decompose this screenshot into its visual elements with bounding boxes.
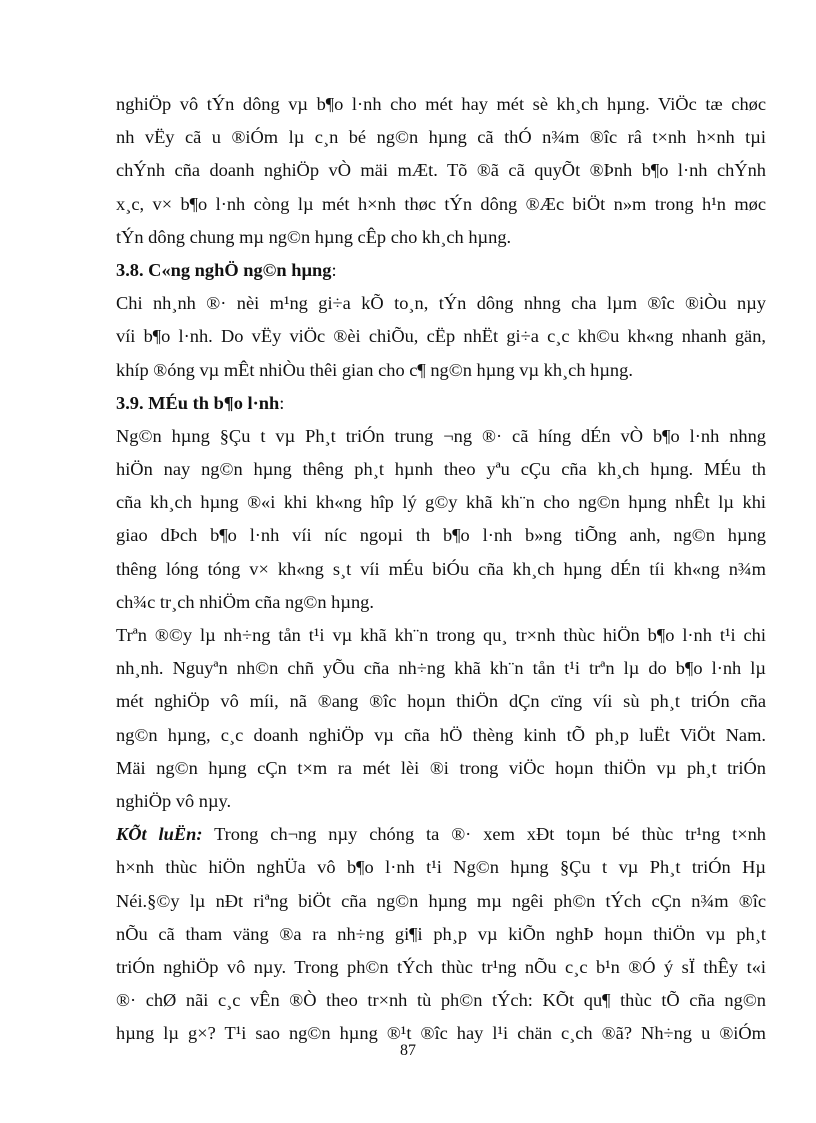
- paragraph-line: Ng©n hµng §Çu t vµ Ph¸t triÓn trung ¬ng ®· cã híng dÉn vÒ b¶o l·nh nhng: [116, 425, 766, 446]
- section-heading-guarantee-form: [116, 387, 766, 420]
- heading-colon: :: [279, 392, 285, 413]
- paragraph-line: cña kh¸ch hµng ®«i khi kh«ng hîp lý g©y khã kh¨n cho ng©n hµng nhÊt lµ khi: [116, 492, 766, 513]
- paragraph-line: Trªn ®©y lµ nh÷ng tån t¹i vµ khã kh¨n trong qu¸ tr×nh thùc hiÖn b¶o l·nh t¹i chi: [116, 625, 766, 645]
- paragraph-line: khíp ®óng vµ mÊt nhiÒu thêi gian cho c¶ ng©n hµng vµ kh¸ch hµng.: [116, 359, 633, 380]
- page-number: 87: [400, 1042, 416, 1059]
- paragraph-line: víi b¶o l·nh. Do vËy viÖc ®èi chiÕu, cËp nhËt gi÷a c¸c kh©u kh«ng nhanh gän,: [116, 326, 766, 347]
- conclusion-text: Trong ch¬ng nµy chóng ta ®· xem xÐt toµn bé thùc tr¹ng t×nh: [202, 824, 766, 845]
- paragraph-line: tÝn dông chung mµ ng©n hµng cÊp cho kh¸ch hµng.: [116, 226, 512, 247]
- paragraph-line: ng©n hµng, c¸c doanh nghiÖp vµ cña hÖ thèng kinh tÕ ph¸p luËt ViÖt Nam.: [116, 724, 766, 745]
- paragraph-line: Néi.§©y lµ nÐt riªng biÖt cña ng©n hµng mµ ngêi ph©n tÝch cÇn n¾m ®îc: [116, 890, 766, 911]
- paragraph-line: mét nghiÖp vô míi, nã ®ang ®îc hoµn thiÖn dÇn cïng víi sù ph¸t triÓn cña: [116, 691, 766, 712]
- paragraph-line: nghiÖp vô tÝn dông vµ b¶o l·nh cho mét hay mét sè kh¸ch hµng. ViÖc tæ chøc: [116, 94, 766, 114]
- paragraph-line: h×nh thùc hiÖn nghÜa vô b¶o l·nh t¹i Ng©n hµng §Çu t vµ Ph¸t triÓn Hµ: [116, 857, 766, 878]
- paragraph-line: nh¸nh. Nguyªn nh©n chñ yÕu cña nh÷ng khã kh¨n tån t¹i trªn lµ do b¶o l·nh lµ: [116, 658, 766, 679]
- paragraph-line: thêng lóng tóng v× kh«ng s¸t víi mÉu biÓu cña kh¸ch hµng dÉn tíi kh«ng n¾m: [116, 558, 766, 579]
- body-text: [116, 88, 766, 1050]
- paragraph-line: hiÖn nay ng©n hµng thêng ph¸t hµnh theo yªu cÇu cña kh¸ch hµng. MÉu th: [116, 459, 766, 480]
- conclusion-first-line: [116, 818, 766, 851]
- section-heading-technology: [116, 254, 766, 287]
- heading-colon: :: [331, 259, 337, 280]
- paragraph-line: Mäi ng©n hµng cÇn t×m ra mét lèi ®i trong viÖc hoµn thiÖn vµ ph¸t triÓn: [116, 757, 766, 778]
- heading-text: 3.8. C«ng nghÖ ng©n hµng: [116, 259, 332, 280]
- paragraph-line: ch¾c tr¸ch nhiÖm cña ng©n hµng.: [116, 591, 374, 612]
- heading-text: 3.9. MÉu th b¶o l·nh: [116, 392, 280, 413]
- paragraph-line: nÕu cã tham väng ®a ra nh÷ng gi¶i ph¸p vµ kiÕn nghÞ hoµn thiÖn vµ ph¸t: [116, 923, 766, 944]
- paragraph-line: hµng lµ g×? T¹i sao ng©n hµng ®¹t ®îc hay l¹i chän c¸ch ®ã? Nh÷ng u ®iÓm: [116, 1023, 766, 1044]
- paragraph-line: giao dÞch b¶o l·nh víi níc ngoµi th b¶o l·nh b»ng tiÕng anh, ng©n hµng: [116, 525, 766, 546]
- paragraph-line: ®· chØ nãi c¸c vÊn ®Ò theo tr×nh tù ph©n tÝch: KÕt qu¶ thùc tÕ cña ng©n: [116, 990, 766, 1011]
- paragraph-line: Chi nh¸nh ®· nèi m¹ng gi÷a kÕ to¸n, tÝn dông nhng cha lµm ®îc ®iÒu nµy: [116, 293, 766, 314]
- conclusion-label: KÕt luËn:: [116, 824, 203, 845]
- paragraph-line: chÝnh cña doanh nghiÖp vÒ mäi mÆt. Tõ ®ã cã quyÕt ®Þnh b¶o l·nh chÝnh: [116, 160, 766, 181]
- paragraph-line: nh vËy cã u ®iÓm lµ c¸n bé ng©n hµng cã thÓ n¾m ®îc râ t×nh h×nh tµi: [116, 127, 766, 148]
- paragraph-line: triÓn nghiÖp vô nµy. Trong ph©n tÝch thùc tr¹ng nÕu c¸c b¹n ®Ó ý sÏ thÊy t«i: [116, 956, 766, 977]
- paragraph-line: nghiÖp vô nµy.: [116, 790, 232, 811]
- paragraph-line: x¸c, v× b¶o l·nh còng lµ mét h×nh thøc tÝn dông ®Æc biÖt n»m trong h¹n møc: [116, 193, 766, 214]
